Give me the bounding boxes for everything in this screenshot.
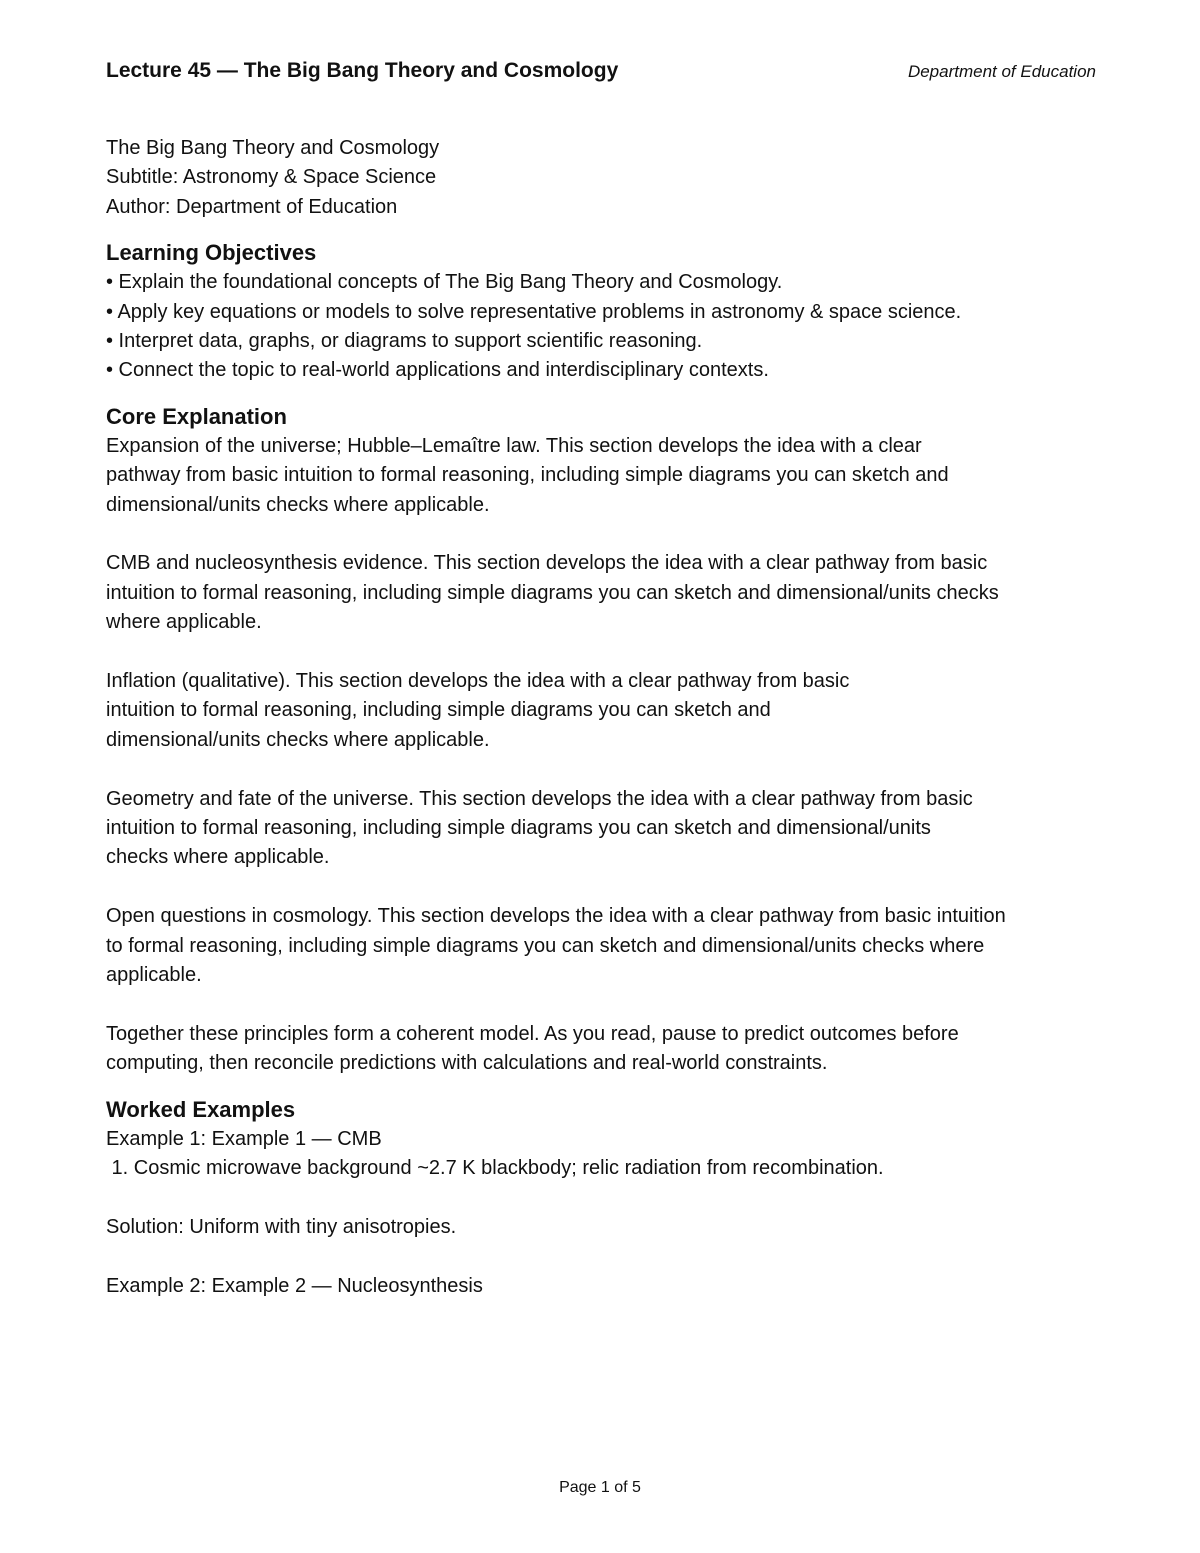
objective-item: • Connect the topic to real-world applications and interdisciplinary contexts. <box>106 359 769 382</box>
core-paragraph: Together these principles form a coherent model. As you read, pause to predict outcomes before computing, then reconcile predictions with calculations and real-world constraints. <box>106 1022 959 1075</box>
core-paragraph: Inflation (qualitative). This section develops the idea with a clear pathway from basic intuition to formal reasoning, including simple diagrams you can sketch and dimensional/units checks where applicable. <box>106 670 850 751</box>
example-title: Example 2: Example 2 — Nucleosynthesis <box>106 1274 483 1297</box>
document-author: Author: Department of Education <box>106 195 398 218</box>
worked-examples-heading: Worked Examples <box>106 1096 296 1122</box>
document-title: The Big Bang Theory and Cosmology <box>106 137 440 159</box>
core-paragraph: CMB and nucleosynthesis evidence. This section develops the idea with a clear pathway from basic intuition to formal reasoning, including simple diagrams you can sketch and dimensional/units checks where applicable. <box>106 552 999 634</box>
objective-item: • Apply key equations or models to solve representative problems in astronomy & space science. <box>106 300 962 323</box>
objective-item: • Explain the foundational concepts of The Big Bang Theory and Cosmology. <box>106 271 783 294</box>
document-subtitle: Subtitle: Astronomy & Space Science <box>106 166 437 189</box>
core-paragraph: Expansion of the universe; Hubble–Lemaître law. This section develops the idea with a clear pathway from basic intuition to formal reasoning, including simple diagrams you can sketch and dimensional/units checks where applicable. <box>106 434 949 516</box>
example-title: Example 1: Example 1 — CMB <box>106 1127 382 1150</box>
page-number: Page 1 of 5 <box>559 1479 641 1496</box>
core-explanation-section <box>106 432 1066 1079</box>
worked-examples-section <box>106 1125 1066 1301</box>
example-solution: Solution: Uniform with tiny anisotropies. <box>106 1215 457 1238</box>
core-explanation-heading: Core Explanation <box>106 403 287 429</box>
learning-objectives-heading: Learning Objectives <box>106 240 317 266</box>
page-header-department: Department of Education <box>907 62 1096 81</box>
example-step: 1. Cosmic microwave background ~2.7 K blackbody; relic radiation from recombination. <box>106 1157 884 1180</box>
learning-objectives-list <box>106 268 1066 386</box>
core-paragraph: Open questions in cosmology. This section develops the idea with a clear pathway from basic intuition to formal reasoning, including simple diagrams you can sketch and dimensional/units checks where applicable. <box>106 905 1006 987</box>
core-paragraph: Geometry and fate of the universe. This section develops the idea with a clear pathway from basic intuition to formal reasoning, including simple diagrams you can sketch and dimensional/units checks where applicable. <box>106 787 973 869</box>
page-header-title: Lecture 45 — The Big Bang Theory and Cosmology <box>106 59 619 82</box>
document-body <box>106 134 1066 1301</box>
objective-item: • Interpret data, graphs, or diagrams to support scientific reasoning. <box>106 330 703 353</box>
